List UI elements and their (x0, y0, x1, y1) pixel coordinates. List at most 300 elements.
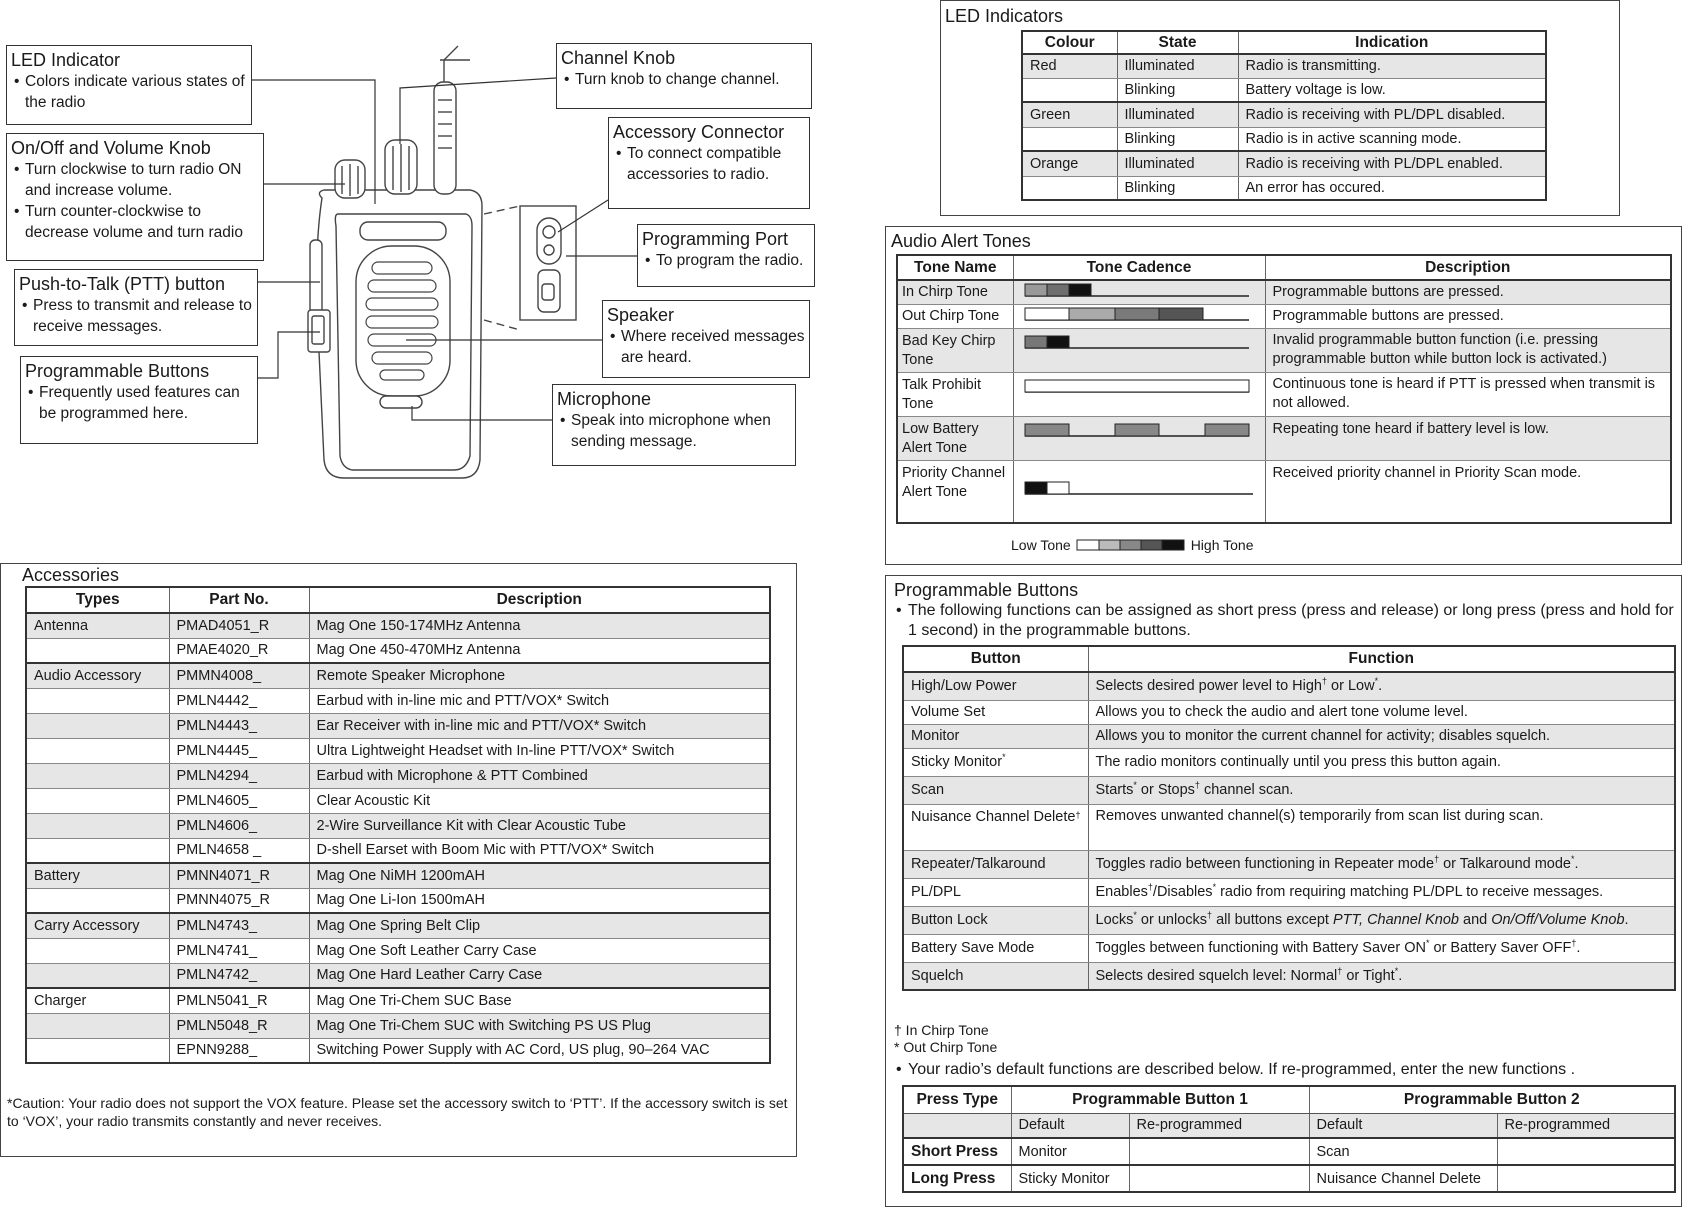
accessory-description: Mag One Hard Leather Carry Case (309, 963, 770, 988)
cell: Scan (1309, 1138, 1497, 1165)
button-function (1088, 776, 1675, 804)
button-label: Squelch (911, 967, 964, 984)
callout-item: • Colors indicate various states of the radio (11, 71, 247, 113)
callout-title: Microphone (557, 389, 652, 409)
cell: Nuisance Channel Delete (1309, 1165, 1497, 1192)
function-text: or unlocks (1136, 912, 1208, 928)
reprogram-field[interactable] (1497, 1165, 1675, 1192)
button-function (1088, 878, 1675, 906)
cadence-graphic (1021, 421, 1261, 439)
cell (903, 1113, 1011, 1138)
callout-programming-port (637, 224, 815, 287)
audio-alert-tones-panel (885, 226, 1682, 565)
table-row (903, 962, 1675, 990)
part-number: PMAD4051_R (169, 613, 309, 638)
function-text: or Stops (1136, 782, 1195, 798)
function-text: On/Off/Volume Knob (1491, 912, 1625, 928)
function-text: Enables (1095, 884, 1148, 900)
cell: Default (1011, 1113, 1129, 1138)
button-name (903, 906, 1088, 934)
part-number: PMMN4008_ (169, 663, 309, 688)
table-row (26, 713, 770, 738)
accessory-type: Antenna (26, 613, 169, 638)
accessories-title: Accessories (22, 565, 120, 585)
legend-high-label: High Tone (1190, 537, 1254, 553)
part-number: PMLN5048_R (169, 1013, 309, 1038)
table-row (1022, 151, 1546, 176)
accessory-type (26, 813, 169, 838)
part-number: PMLN4445_ (169, 738, 309, 763)
part-number: PMLN4443_ (169, 713, 309, 738)
accessory-description: Earbud with in-line mic and PTT/VOX* Switch (309, 688, 770, 713)
programmable-functions-table (902, 645, 1676, 991)
table-row (897, 304, 1671, 328)
cell: Radio is in active scanning mode. (1238, 127, 1546, 151)
default-functions-table (902, 1085, 1676, 1193)
cadence-graphic (1021, 377, 1261, 395)
button-function (1088, 804, 1675, 850)
column-header: Press Type (903, 1086, 1011, 1113)
button-function (1088, 672, 1675, 700)
accessory-description: Mag One Soft Leather Carry Case (309, 938, 770, 963)
press-type: Long Press (903, 1165, 1011, 1192)
table-row (903, 748, 1675, 776)
accessory-type: Carry Accessory (26, 913, 169, 938)
accessory-description: 2-Wire Surveillance Kit with Clear Acoustic Tube (309, 813, 770, 838)
function-text: radio from requiring matching PL/DPL to receive messages. (1216, 884, 1604, 900)
column-header: Tone Name (897, 255, 1013, 280)
accessory-description: Ear Receiver with in-line mic and PTT/VOX* Switch (309, 713, 770, 738)
callout-title: Push-to-Talk (PTT) button (19, 274, 226, 294)
reprogram-field[interactable] (1129, 1165, 1309, 1192)
programmable-buttons-panel (885, 575, 1682, 1207)
cell: Green (1022, 102, 1117, 127)
function-text: channel scan. (1199, 782, 1294, 798)
cadence-graphic (1021, 479, 1261, 497)
accessories-panel (0, 563, 797, 1157)
table-row (903, 934, 1675, 962)
footnote-mark: * (1133, 910, 1137, 920)
part-number: PMLN4606_ (169, 813, 309, 838)
cell: Red (1022, 54, 1117, 78)
part-number: PMLN5041_R (169, 988, 309, 1013)
column-header: Programmable Button 1 (1011, 1086, 1309, 1113)
button-label: Volume Set (911, 704, 986, 720)
table-row (897, 460, 1671, 523)
table-row (26, 663, 770, 688)
table-row (26, 913, 770, 938)
cell (1022, 176, 1117, 200)
table-row (897, 328, 1671, 372)
accessories-caution: *Caution: Your radio does not support the VOX feature. Please set the accessory switch to ‘PTT’. If the accessory switch is set to ‘VOX’, your radio transmits constantly and never receives. (7, 1095, 788, 1129)
cell: Radio is transmitting. (1238, 54, 1546, 78)
table-row (26, 838, 770, 863)
callout-ptt-button (14, 269, 258, 346)
programmable-buttons-title: Programmable Buttons (894, 580, 1079, 600)
table-row (26, 738, 770, 763)
table-row (26, 863, 770, 888)
part-number: PMLN4741_ (169, 938, 309, 963)
table-row (1022, 127, 1546, 151)
part-number: EPNN9288_ (169, 1038, 309, 1063)
accessory-type: Charger (26, 988, 169, 1013)
function-text: or Low (1327, 678, 1375, 695)
callout-item: • Turn clockwise to turn radio ON and increase volume. (11, 159, 259, 201)
accessory-description: Switching Power Supply with AC Cord, US plug, 90–264 VAC (316, 1042, 710, 1059)
button-label: Button Lock (911, 912, 988, 928)
cell: Blinking (1117, 78, 1238, 102)
footnote-mark: † (1194, 780, 1200, 790)
accessory-description: Clear Acoustic Kit (309, 788, 770, 813)
footnote-mark: * (1002, 752, 1006, 762)
table-row (903, 878, 1675, 906)
footnote-dagger: † In Chirp Tone (894, 1022, 989, 1038)
tone-name: Priority Channel Alert Tone (897, 460, 1013, 523)
accessory-description: Mag One NiMH 1200mAH (309, 863, 770, 888)
cell: Orange (1022, 151, 1117, 176)
cell: Default (1309, 1113, 1497, 1138)
function-text: . (1576, 940, 1581, 956)
tone-description: Received priority channel in Priority Scan mode. (1272, 464, 1582, 481)
accessory-description: Mag One 450-470MHz Antenna (309, 638, 770, 663)
column-header: Part No. (169, 587, 309, 613)
part-number: PMLN4742_ (169, 963, 309, 988)
tone-name: Bad Key Chirp Tone (897, 328, 1013, 372)
table-row (1022, 54, 1546, 78)
table-row (26, 763, 770, 788)
function-text: or Talkaround mode (1439, 856, 1572, 872)
callout-item: • Speak into microphone when sending message. (557, 410, 791, 452)
callout-title: Speaker (607, 305, 675, 325)
accessory-description: Earbud with Microphone & PTT Combined (309, 763, 770, 788)
function-text: Selects desired power level to High (1095, 678, 1322, 695)
tone-description: Repeating tone heard if battery level is low. (1265, 416, 1671, 460)
button-function (1088, 962, 1675, 990)
footnote-mark: † (1075, 809, 1081, 820)
table-row (897, 416, 1671, 460)
accessory-port-inset (484, 206, 576, 330)
tone-cadence (1013, 460, 1265, 523)
footnote-mark: * (1425, 938, 1430, 948)
footnote-star: * Out Chirp Tone (894, 1039, 998, 1055)
button-label: High/Low Power (911, 678, 1017, 695)
table-row (903, 804, 1675, 850)
button-name (903, 748, 1088, 776)
function-text: PTT, Channel Knob (1332, 912, 1459, 928)
table-row (26, 963, 770, 988)
callout-item: • To program the radio. (642, 250, 810, 271)
cell: Illuminated (1117, 151, 1238, 176)
callout-item: • Press to transmit and release to receive messages. (19, 295, 253, 337)
callout-title: On/Off and Volume Knob (11, 138, 211, 158)
footnote-mark: * (1212, 882, 1217, 892)
function-text: Allows you to check the audio and alert tone volume level. (1095, 704, 1468, 720)
function-text: Allows you to monitor the current channel for activity; disables squelch. (1095, 728, 1551, 744)
cell: Blinking (1117, 127, 1238, 151)
table-row (897, 372, 1671, 416)
tone-name: Talk Prohibit Tone (897, 372, 1013, 416)
callout-channel-knob (556, 43, 812, 109)
cell: Re-programmed (1129, 1113, 1309, 1138)
accessory-type (26, 1038, 169, 1063)
accessory-type (26, 838, 169, 863)
table-row (1022, 78, 1546, 102)
table-row (903, 700, 1675, 724)
button-label: Nuisance Channel Delete (911, 808, 1076, 825)
column-header: Function (1088, 646, 1675, 672)
footnote-mark: † (1321, 676, 1327, 687)
button-label: Monitor (911, 728, 960, 744)
tone-cadence (1013, 372, 1265, 416)
function-text: all buttons except (1212, 912, 1333, 928)
accessory-description: Mag One Tri-Chem SUC Base (309, 988, 770, 1013)
default-functions-text: • Your radio’s default functions are described below. If re-programmed, enter the new functions . (894, 1060, 1679, 1080)
accessory-description: Ultra Lightweight Headset with In-line PTT/VOX* Switch (309, 738, 770, 763)
column-header: Programmable Button 2 (1309, 1086, 1675, 1113)
footnote-mark: † (1434, 854, 1440, 864)
table-row (903, 724, 1675, 748)
button-function (1088, 724, 1675, 748)
table-row (26, 813, 770, 838)
accessory-type (26, 713, 169, 738)
cell: Illuminated (1117, 54, 1238, 78)
tone-cadence (1013, 416, 1265, 460)
footnote-mark: † (1337, 965, 1343, 976)
reprogram-field[interactable] (1129, 1138, 1309, 1165)
footnote-mark: † (1147, 882, 1153, 892)
accessory-type (26, 688, 169, 713)
tone-description: Programmable buttons are pressed. (1265, 280, 1671, 304)
column-header: Indication (1238, 31, 1546, 54)
part-number: PMLN4442_ (169, 688, 309, 713)
cell: Radio is receiving with PL/DPL disabled. (1238, 102, 1546, 127)
accessory-description: Mag One Tri-Chem SUC with Switching PS US Plug (309, 1013, 770, 1038)
table-row (903, 776, 1675, 804)
accessory-description: Mag One Spring Belt Clip (309, 913, 770, 938)
table-row (1022, 176, 1546, 200)
button-name (903, 934, 1088, 962)
function-text: The radio monitors continually until you press this button again. (1095, 754, 1501, 770)
function-text: Toggles between functioning with Battery Saver ON (1095, 940, 1426, 956)
part-number: PMLN4658 _ (169, 838, 309, 863)
button-name (903, 700, 1088, 724)
table-row (903, 906, 1675, 934)
table-row (26, 688, 770, 713)
function-text: and (1459, 912, 1492, 928)
cell: Monitor (1011, 1138, 1129, 1165)
accessory-type (26, 938, 169, 963)
button-function (1088, 748, 1675, 776)
callout-title: Programmable Buttons (25, 361, 210, 381)
callout-title: LED Indicator (11, 50, 121, 70)
footnote-mark: * (1133, 780, 1137, 790)
audio-alert-tones-title: Audio Alert Tones (891, 231, 1031, 251)
table-row (26, 1038, 770, 1063)
table-row (26, 988, 770, 1013)
column-header: Button (903, 646, 1088, 672)
callout-item: • Turn knob to change channel. (561, 69, 807, 90)
tone-description: Invalid programmable button function (i.e. pressing programmable button while button lock is activated.) (1265, 328, 1671, 372)
table-row (903, 850, 1675, 878)
part-number: PMLN4743_ (169, 913, 309, 938)
cell: Illuminated (1117, 102, 1238, 127)
programmable-intro: • The following functions can be assigned as short press (press and release) or long press (press and hold for 1 second) in the programmable buttons. (894, 601, 1679, 641)
table-row (26, 888, 770, 913)
button-function (1088, 934, 1675, 962)
button-name (903, 804, 1088, 850)
button-name (903, 672, 1088, 700)
tone-name: Low Battery Alert Tone (897, 416, 1013, 460)
part-number: PMLN4294_ (169, 763, 309, 788)
button-function (1088, 906, 1675, 934)
accessories-table (25, 586, 771, 1064)
column-header: Colour (1022, 31, 1117, 54)
button-name (903, 850, 1088, 878)
table-row (26, 638, 770, 663)
button-label: PL/DPL (911, 884, 961, 900)
function-text: Locks (1095, 912, 1134, 928)
callout-onoff-volume-knob (6, 133, 264, 261)
cell: Blinking (1117, 176, 1238, 200)
tone-cadence (1013, 304, 1265, 328)
leader-lines (250, 78, 637, 420)
audio-alert-tones-table (896, 254, 1672, 524)
accessory-type (26, 738, 169, 763)
table-subheader-row (903, 1113, 1675, 1138)
table-row (1022, 102, 1546, 127)
accessory-type (26, 963, 169, 988)
function-text: . (1624, 912, 1629, 928)
footnote-mark: * (1374, 676, 1379, 687)
accessory-description: Mag One Li-Ion 1500mAH (309, 888, 770, 913)
cell (1022, 127, 1117, 151)
callout-programmable-buttons (20, 356, 258, 444)
cell: An error has occured. (1245, 179, 1385, 196)
button-name (903, 776, 1088, 804)
accessory-type (26, 888, 169, 913)
callout-speaker (602, 300, 810, 378)
table-row (26, 788, 770, 813)
function-text: . (1378, 678, 1383, 695)
callout-item: • To connect compatible accessories to radio. (613, 143, 805, 185)
accessory-type (26, 638, 169, 663)
table-row (897, 280, 1671, 304)
led-indicators-table (1021, 30, 1547, 201)
button-label: Battery Save Mode (911, 940, 1035, 956)
button-label: Sticky Monitor (911, 754, 1003, 770)
callout-title: Accessory Connector (613, 122, 785, 142)
press-type: Short Press (903, 1138, 1011, 1165)
function-text: . (1574, 856, 1579, 872)
column-header: State (1117, 31, 1238, 54)
callout-microphone (552, 384, 796, 466)
led-indicators-title: LED Indicators (945, 6, 1064, 26)
callout-accessory-connector (608, 117, 810, 209)
button-label: Repeater/Talkaround (911, 856, 1046, 872)
part-number: PMNN4075_R (169, 888, 309, 913)
function-text: Toggles radio between functioning in Repeater mode (1095, 856, 1435, 872)
tone-gradient-legend (1076, 539, 1186, 551)
accessory-type (26, 1013, 169, 1038)
cell (1022, 78, 1117, 102)
table-row (26, 938, 770, 963)
function-text: Starts (1095, 782, 1134, 798)
button-name (903, 962, 1088, 990)
table-row (903, 1165, 1675, 1192)
button-name (903, 878, 1088, 906)
function-text: or Tight (1342, 967, 1395, 984)
callout-title: Programming Port (642, 229, 789, 249)
accessory-type: Battery (26, 863, 169, 888)
part-number: PMLN4605_ (169, 788, 309, 813)
function-text: /Disables (1152, 884, 1213, 900)
footnote-mark: † (1571, 938, 1577, 948)
accessory-type (26, 788, 169, 813)
tone-description: Programmable buttons are pressed. (1265, 304, 1671, 328)
tone-cadence (1013, 280, 1265, 304)
tone-name: Out Chirp Tone (897, 304, 1013, 328)
button-name (903, 724, 1088, 748)
accessory-type: Audio Accessory (26, 663, 169, 688)
tone-cadence (1013, 328, 1265, 372)
function-text: . (1398, 967, 1403, 984)
table-row (26, 1013, 770, 1038)
led-indicators-panel (940, 0, 1620, 216)
callout-led-indicator (6, 45, 252, 125)
cadence-graphic (1021, 281, 1261, 299)
column-header: Tone Cadence (1013, 255, 1265, 280)
table-row (26, 613, 770, 638)
footnote-mark: * (1571, 854, 1575, 864)
radio-illustration (308, 46, 482, 478)
cell: Radio is receiving with PL/DPL enabled. (1238, 151, 1546, 176)
legend-low-label: Low Tone (1011, 537, 1071, 553)
accessory-description: D-shell Earset with Boom Mic with PTT/VOX* Switch (309, 838, 770, 863)
callout-item: • Turn counter-clockwise to decrease volume and turn radio (11, 201, 259, 243)
callout-title: Channel Knob (561, 48, 676, 68)
cell: Battery voltage is low. (1238, 78, 1546, 102)
accessory-type (26, 763, 169, 788)
cadence-graphic (1021, 305, 1261, 323)
accessory-description: Remote Speaker Microphone (309, 663, 770, 688)
table-row (903, 1138, 1675, 1165)
cadence-graphic (1021, 333, 1261, 351)
part-number: PMAE4020_R (169, 638, 309, 663)
button-function (1088, 700, 1675, 724)
function-text: Removes unwanted channel(s) temporarily from scan list during scan. (1095, 807, 1544, 824)
function-text: Selects desired squelch level: Normal (1095, 967, 1338, 984)
footnote-mark: * (1394, 965, 1399, 976)
cell: Sticky Monitor (1011, 1165, 1129, 1192)
reprogram-field[interactable] (1497, 1138, 1675, 1165)
button-function (1088, 850, 1675, 878)
part-number: PMNN4071_R (169, 863, 309, 888)
button-label: Scan (911, 782, 945, 798)
table-row (903, 672, 1675, 700)
tone-name: In Chirp Tone (897, 280, 1013, 304)
callout-item: • Frequently used features can be programmed here. (25, 382, 253, 424)
tone-description: Continuous tone is heard if PTT is pressed when transmit is not allowed. (1265, 372, 1671, 416)
tone-legend (1011, 537, 1253, 553)
column-header: Description (309, 587, 770, 613)
cell: Re-programmed (1497, 1113, 1675, 1138)
footnote-mark: † (1207, 910, 1213, 920)
callout-item: • Where received messages are heard. (607, 326, 805, 368)
accessory-description: Mag One 150-174MHz Antenna (309, 613, 770, 638)
column-header: Types (26, 587, 169, 613)
function-text: or Battery Saver OFF (1429, 940, 1572, 956)
column-header: Description (1265, 255, 1671, 280)
